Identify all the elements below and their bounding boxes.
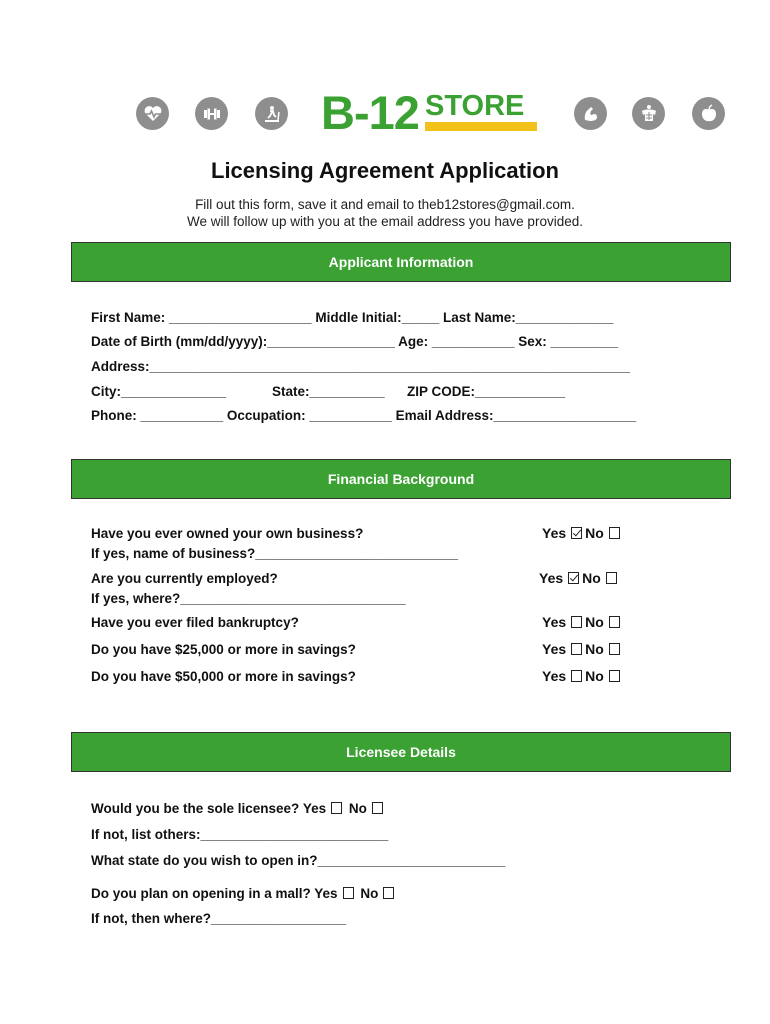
- yes-checkbox[interactable]: [571, 670, 582, 682]
- treadmill-icon: [255, 97, 288, 130]
- savings-50k-choice: [542, 668, 623, 684]
- no-checkbox[interactable]: [609, 643, 620, 655]
- dob-age-sex-line[interactable]: Date of Birth (mm/dd/yyyy):_________________ Age: ___________ Sex: _________: [91, 334, 619, 349]
- no-checkbox[interactable]: [609, 616, 620, 628]
- logo-main-text: B-12: [321, 86, 419, 139]
- mall-line: [91, 886, 397, 901]
- yes-checkbox[interactable]: [568, 572, 579, 584]
- no-label: No: [348, 801, 367, 816]
- yes-label: Yes: [542, 525, 567, 541]
- sole-licensee-question: Would you be the sole licensee?: [91, 801, 300, 816]
- open-state-field[interactable]: What state do you wish to open in?_________________________: [91, 853, 506, 868]
- phone-occupation-email-line[interactable]: Phone: ___________ Occupation: ___________ Email Address:___________________: [91, 408, 637, 423]
- yes-checkbox[interactable]: [571, 643, 582, 655]
- other-licensees-field[interactable]: If not, list others:_________________________: [91, 827, 389, 842]
- address-line[interactable]: Address:________________________________________________________________: [91, 359, 631, 374]
- financial-section-header: Financial Background: [71, 459, 731, 499]
- yes-label: Yes: [542, 614, 567, 630]
- yes-label: Yes: [539, 570, 564, 586]
- no-label: No: [585, 614, 604, 630]
- no-checkbox[interactable]: [609, 670, 620, 682]
- no-label: No: [582, 570, 601, 586]
- city-field[interactable]: City:______________: [91, 384, 227, 399]
- state-field[interactable]: State:__________: [272, 384, 385, 399]
- sole-licensee-line: [91, 801, 386, 816]
- employer-field[interactable]: If yes, where?______________________________: [91, 591, 406, 606]
- no-checkbox[interactable]: [372, 802, 383, 814]
- yes-checkbox[interactable]: [571, 527, 582, 539]
- flexed-arm-icon: [574, 97, 607, 130]
- subtitle-line-2: We will follow up with you at the email address you have provided.: [187, 214, 583, 229]
- applicant-section-header: Applicant Information: [71, 242, 731, 282]
- no-checkbox[interactable]: [383, 887, 394, 899]
- subtitle-line-1: Fill out this form, save it and email to theb12stores@gmail.com.: [195, 197, 575, 212]
- licensee-section-header: Licensee Details: [71, 732, 731, 772]
- dumbbell-icon: [195, 97, 228, 130]
- savings-25k-question: Do you have $25,000 or more in savings?: [91, 642, 356, 657]
- apple-icon: [692, 97, 725, 130]
- no-label: No: [360, 886, 379, 901]
- muscle-torso-icon: [632, 97, 665, 130]
- yes-checkbox[interactable]: [571, 616, 582, 628]
- bankruptcy-question: Have you ever filed bankruptcy?: [91, 615, 299, 630]
- bankruptcy-choice: [542, 614, 623, 630]
- no-label: No: [585, 641, 604, 657]
- name-fields-line[interactable]: First Name: ___________________ Middle Initial:_____ Last Name:_____________: [91, 310, 614, 325]
- no-checkbox[interactable]: [606, 572, 617, 584]
- yes-checkbox[interactable]: [331, 802, 342, 814]
- yes-label: Yes: [542, 641, 567, 657]
- no-checkbox[interactable]: [609, 527, 620, 539]
- employed-question: Are you currently employed?: [91, 571, 278, 586]
- yes-checkbox[interactable]: [343, 887, 354, 899]
- employed-choice: [539, 570, 620, 586]
- yes-label: Yes: [542, 668, 567, 684]
- owned-business-question: Have you ever owned your own business?: [91, 526, 364, 541]
- alternate-location-field[interactable]: If not, then where?__________________: [91, 911, 347, 926]
- logo-underline: [425, 122, 537, 131]
- savings-50k-question: Do you have $50,000 or more in savings?: [91, 669, 356, 684]
- b12-store-logo: [321, 88, 539, 138]
- no-label: No: [585, 525, 604, 541]
- savings-25k-choice: [542, 641, 623, 657]
- yes-label: Yes: [314, 886, 338, 901]
- no-label: No: [585, 668, 604, 684]
- logo-store-text: STORE: [425, 90, 525, 122]
- zip-field[interactable]: ZIP CODE:____________: [407, 384, 566, 399]
- business-name-field[interactable]: If yes, name of business?___________________________: [91, 546, 459, 561]
- page-title: Licensing Agreement Application: [211, 158, 559, 183]
- owned-business-choice: [542, 525, 623, 541]
- heartbeat-icon: [136, 97, 169, 130]
- yes-label: Yes: [302, 801, 327, 816]
- mall-question: Do you plan on opening in a mall?: [91, 886, 311, 901]
